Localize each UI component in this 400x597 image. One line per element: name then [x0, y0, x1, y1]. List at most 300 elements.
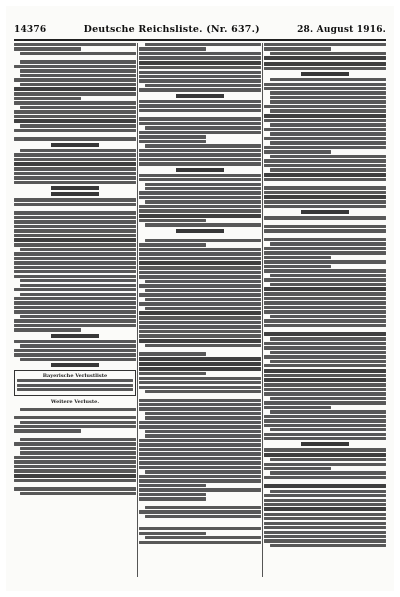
- text-line: [139, 484, 206, 487]
- text-line: [139, 100, 261, 103]
- text-line: [17, 388, 133, 391]
- text-line: [264, 159, 386, 162]
- text-line: [145, 307, 261, 310]
- text-line: [145, 344, 261, 347]
- text-line: [14, 65, 136, 68]
- text-line: [139, 219, 206, 222]
- text-line: [264, 526, 386, 529]
- text-line: [14, 310, 136, 313]
- section-subheading: [51, 192, 100, 196]
- text-line: [270, 337, 386, 340]
- text-line: [264, 437, 386, 440]
- text-line: [139, 367, 261, 371]
- text-line: [14, 115, 136, 118]
- text-line: [270, 100, 386, 103]
- text-line: [14, 261, 136, 264]
- text-line: [139, 257, 261, 260]
- text-line: [14, 167, 136, 170]
- text-line: [264, 173, 386, 177]
- text-line: [139, 425, 261, 428]
- text-line: [139, 386, 261, 389]
- text-line: [264, 355, 386, 358]
- text-line: [20, 284, 136, 287]
- text-line: [14, 172, 136, 175]
- text-line: [139, 104, 261, 107]
- text-line: [14, 225, 136, 228]
- text-line: [264, 164, 386, 167]
- text-line: [264, 119, 386, 122]
- text-line: [145, 416, 261, 419]
- text-line: [270, 315, 386, 318]
- text-line: [139, 117, 261, 120]
- text-line: [139, 457, 261, 460]
- text-line: [145, 298, 261, 301]
- text-line: [145, 506, 261, 509]
- text-line: [264, 535, 386, 538]
- text-line: [264, 369, 386, 373]
- text-line: [264, 494, 386, 497]
- text-line: [139, 527, 261, 530]
- text-line: [20, 408, 136, 411]
- text-line: [20, 358, 136, 361]
- text-line: [139, 321, 261, 324]
- text-line: [264, 83, 386, 86]
- column-divider: [137, 43, 138, 577]
- text-line: [264, 531, 386, 534]
- section-subheading: [51, 334, 100, 338]
- page-header: [14, 24, 386, 40]
- text-line: [145, 430, 261, 433]
- text-line: [14, 87, 136, 91]
- text-line: [139, 149, 261, 152]
- text-line: [145, 390, 261, 393]
- text-line: [139, 466, 261, 469]
- text-line: [14, 306, 136, 309]
- text-line: [14, 460, 136, 463]
- text-line: [270, 155, 386, 158]
- text-line: [14, 266, 136, 269]
- text-line: [14, 203, 136, 206]
- text-line: [14, 110, 136, 113]
- text-line: [264, 205, 386, 208]
- text-line: [20, 106, 136, 109]
- text-line: [14, 78, 136, 81]
- text-line: [139, 66, 261, 69]
- text-line: [264, 186, 386, 189]
- text-line: [264, 150, 331, 153]
- text-line: [139, 205, 261, 208]
- text-line: [264, 378, 386, 382]
- text-line: [14, 158, 136, 161]
- text-line: [264, 424, 386, 427]
- text-line: [145, 223, 261, 226]
- text-line: [14, 181, 136, 184]
- text-line: [264, 503, 386, 506]
- text-line: [139, 399, 261, 402]
- page-date: 28. August 1916.: [297, 25, 386, 35]
- text-line: [270, 52, 386, 55]
- text-line: [264, 178, 386, 181]
- text-line: [139, 162, 261, 165]
- text-line: [14, 429, 81, 432]
- text-line: [264, 310, 386, 313]
- text-line: [264, 406, 331, 409]
- text-line: [264, 43, 386, 46]
- text-line: [14, 137, 136, 140]
- text-line: [139, 178, 261, 181]
- text-line: [264, 229, 386, 232]
- text-line: [14, 479, 136, 482]
- text-line: [145, 126, 261, 129]
- text-line: [264, 137, 386, 140]
- text-line: [14, 465, 136, 468]
- text-line: [139, 479, 261, 482]
- text-line: [264, 216, 386, 219]
- text-line: [139, 174, 261, 177]
- text-line: [20, 451, 136, 454]
- page-number: 14376: [14, 25, 47, 35]
- section-subheading: [301, 72, 350, 76]
- section-subheading: [301, 210, 350, 214]
- text-column-left: [14, 43, 136, 577]
- text-line: [139, 248, 261, 251]
- text-line: [270, 242, 386, 245]
- text-line: [264, 463, 386, 466]
- text-line: [14, 349, 136, 352]
- text-line: [139, 452, 261, 455]
- text-line: [264, 56, 386, 60]
- text-line: [14, 487, 136, 490]
- text-line: [20, 492, 136, 495]
- text-line: [145, 289, 261, 292]
- text-line: [264, 287, 386, 291]
- text-line: [270, 78, 386, 81]
- text-line: [145, 239, 261, 242]
- text-line: [264, 374, 386, 377]
- text-line: [14, 456, 136, 459]
- text-line: [14, 92, 136, 95]
- text-line: [139, 122, 261, 125]
- text-line: [139, 79, 261, 82]
- text-line: [14, 270, 136, 273]
- text-line: [139, 52, 261, 55]
- text-line: [264, 319, 386, 322]
- text-line: [14, 101, 136, 104]
- text-line: [264, 265, 331, 268]
- text-line: [139, 325, 261, 328]
- text-line: [264, 346, 386, 349]
- text-line: [145, 187, 261, 190]
- boxed-notice-label: Bayerische Verlustliste: [42, 373, 108, 380]
- text-line: [139, 372, 206, 375]
- text-line: [139, 158, 261, 161]
- text-line: [264, 67, 386, 70]
- text-line: [270, 123, 386, 126]
- text-line: [264, 392, 386, 395]
- text-line: [264, 47, 331, 50]
- text-line: [139, 252, 261, 255]
- text-line: [139, 88, 261, 91]
- text-line: [264, 419, 386, 422]
- issue-number: (Nr. 637.): [206, 24, 260, 35]
- text-line: [14, 119, 136, 123]
- text-line: [139, 271, 261, 274]
- text-line: [264, 364, 386, 367]
- text-line: [139, 488, 261, 491]
- text-line: [139, 439, 261, 442]
- text-line: [14, 198, 136, 201]
- text-line: [264, 256, 331, 259]
- text-line: [14, 229, 136, 232]
- text-line: [139, 334, 261, 337]
- text-line: [145, 434, 261, 437]
- section-subheading: [51, 363, 100, 367]
- text-line: [139, 330, 261, 333]
- text-line: [14, 416, 136, 419]
- text-line: [264, 62, 386, 66]
- text-line: [264, 383, 386, 386]
- text-line: [264, 507, 386, 511]
- text-line: [145, 43, 261, 46]
- text-line: [145, 280, 261, 283]
- text-line: [270, 471, 386, 474]
- text-line: [20, 421, 136, 424]
- text-line: [270, 410, 386, 413]
- text-line: [20, 438, 136, 441]
- text-line: [20, 344, 136, 347]
- text-line: [20, 83, 136, 86]
- text-line: [139, 443, 261, 446]
- section-heading: Weitere Verluste.: [50, 398, 100, 405]
- text-line: [14, 252, 136, 255]
- text-line: [14, 328, 81, 331]
- text-line: [14, 238, 136, 242]
- text-line: [270, 458, 386, 461]
- text-line: [139, 352, 206, 355]
- text-line: [20, 149, 136, 152]
- publication-title: Deutsche Reichsliste. (Nr. 637.): [83, 24, 260, 35]
- text-line: [270, 351, 386, 354]
- text-line: [139, 316, 261, 319]
- text-line: [264, 146, 386, 149]
- text-line: [139, 261, 261, 265]
- text-line: [139, 541, 261, 544]
- text-line: [270, 490, 386, 493]
- text-line: [264, 476, 386, 479]
- section-subheading: [51, 186, 100, 190]
- text-line: [264, 301, 386, 304]
- section-subheading: [176, 94, 225, 98]
- text-line: [145, 84, 261, 87]
- text-line: [264, 388, 386, 391]
- text-line: [264, 484, 386, 488]
- text-line: [20, 124, 136, 127]
- text-line: [14, 97, 81, 100]
- text-line: [14, 324, 136, 327]
- text-line: [139, 71, 261, 74]
- text-line: [139, 311, 261, 315]
- text-line: [139, 461, 261, 464]
- text-line: [264, 292, 386, 295]
- text-line: [264, 105, 386, 108]
- text-line: [264, 87, 386, 90]
- text-line: [270, 141, 386, 144]
- text-line: [139, 209, 261, 212]
- text-line: [139, 407, 261, 410]
- text-line: [139, 532, 206, 535]
- spacer: [139, 395, 261, 399]
- text-line: [17, 379, 133, 382]
- column-divider: [262, 43, 263, 577]
- text-line: [264, 332, 386, 336]
- text-line: [270, 168, 386, 171]
- text-line: [264, 342, 386, 345]
- text-line: [20, 52, 136, 55]
- text-line: [14, 47, 81, 50]
- text-line: [264, 195, 386, 199]
- text-line: [264, 247, 386, 250]
- text-line: [264, 238, 386, 241]
- text-line: [139, 421, 261, 424]
- text-line: [139, 153, 261, 156]
- text-line: [20, 74, 136, 77]
- text-line: [139, 293, 261, 296]
- text-line: [139, 75, 261, 78]
- text-line: [14, 275, 136, 278]
- text-line: [264, 499, 386, 502]
- text-line: [20, 248, 136, 251]
- text-line: [20, 447, 136, 450]
- text-line: [264, 114, 386, 118]
- text-line: [139, 243, 206, 246]
- text-line: [270, 91, 386, 94]
- text-line: [270, 274, 386, 277]
- text-line: [14, 474, 136, 478]
- text-line: [17, 384, 133, 387]
- text-line: [264, 225, 386, 228]
- text-line: [139, 284, 261, 287]
- text-line: [14, 442, 136, 445]
- text-line: [139, 196, 261, 199]
- text-line: [139, 357, 261, 361]
- text-line: [139, 302, 261, 305]
- text-line: [139, 56, 261, 59]
- text-line: [264, 467, 331, 470]
- text-line: [270, 96, 386, 99]
- text-line: [139, 266, 261, 269]
- text-line: [139, 339, 261, 343]
- text-line: [14, 162, 136, 166]
- section-subheading: [301, 442, 350, 446]
- text-line: [14, 319, 136, 322]
- text-line: [139, 140, 206, 143]
- text-line: [20, 315, 136, 318]
- text-line: [145, 183, 261, 186]
- text-line: [264, 269, 386, 272]
- text-line: [139, 497, 206, 500]
- text-line: [264, 539, 386, 542]
- header-rule: [14, 39, 386, 41]
- text-line: [20, 293, 136, 296]
- text-line: [139, 61, 261, 65]
- text-line: [145, 536, 261, 539]
- text-line: [270, 283, 386, 286]
- boxed-notice: [14, 370, 136, 395]
- text-line: [139, 403, 261, 406]
- text-line: [139, 109, 261, 112]
- text-line: [14, 288, 136, 291]
- text-column-middle: [139, 43, 261, 577]
- text-line: [14, 43, 136, 46]
- text-line: [14, 425, 136, 428]
- text-line: [139, 47, 206, 50]
- text-line: [145, 200, 261, 203]
- text-line: [14, 129, 136, 132]
- text-line: [264, 433, 386, 436]
- text-line: [20, 60, 136, 63]
- text-line: [14, 234, 136, 237]
- text-line: [264, 260, 386, 263]
- text-line: [139, 191, 261, 194]
- text-line: [264, 324, 386, 327]
- text-line: [145, 470, 261, 473]
- text-line: [139, 135, 206, 138]
- text-line: [264, 251, 386, 254]
- text-line: [14, 340, 136, 343]
- text-line: [139, 510, 261, 513]
- text-line: [139, 448, 261, 451]
- text-line: [264, 448, 386, 451]
- text-line: [264, 522, 386, 525]
- text-line: [264, 191, 386, 194]
- text-line: [264, 453, 386, 457]
- text-line: [145, 515, 261, 518]
- text-line: [139, 214, 261, 218]
- text-line: [139, 475, 261, 478]
- text-line: [139, 493, 206, 496]
- section-subheading: [176, 168, 225, 172]
- text-line: [20, 69, 136, 72]
- text-line: [145, 412, 261, 415]
- text-line: [20, 279, 136, 282]
- text-line: [264, 415, 386, 418]
- text-line: [14, 211, 136, 214]
- text-line: [270, 360, 386, 363]
- text-line: [264, 517, 386, 520]
- text-line: [139, 381, 261, 384]
- text-line: [270, 544, 386, 547]
- text-line: [264, 513, 386, 516]
- text-line: [264, 401, 386, 404]
- text-line: [14, 216, 136, 219]
- text-line: [14, 257, 136, 260]
- text-line: [270, 428, 386, 431]
- text-line: [264, 128, 386, 131]
- section-subheading: [176, 229, 225, 233]
- text-line: [145, 144, 261, 147]
- text-line: [14, 301, 136, 304]
- text-line: [270, 397, 386, 400]
- text-line: [14, 353, 136, 356]
- text-line: [14, 220, 136, 223]
- text-line: [264, 200, 386, 203]
- section-subheading: [51, 143, 100, 147]
- text-line: [139, 362, 261, 366]
- text-line: [14, 153, 136, 156]
- text-line: [270, 109, 386, 112]
- text-column-right: [264, 43, 386, 577]
- text-line: [14, 176, 136, 179]
